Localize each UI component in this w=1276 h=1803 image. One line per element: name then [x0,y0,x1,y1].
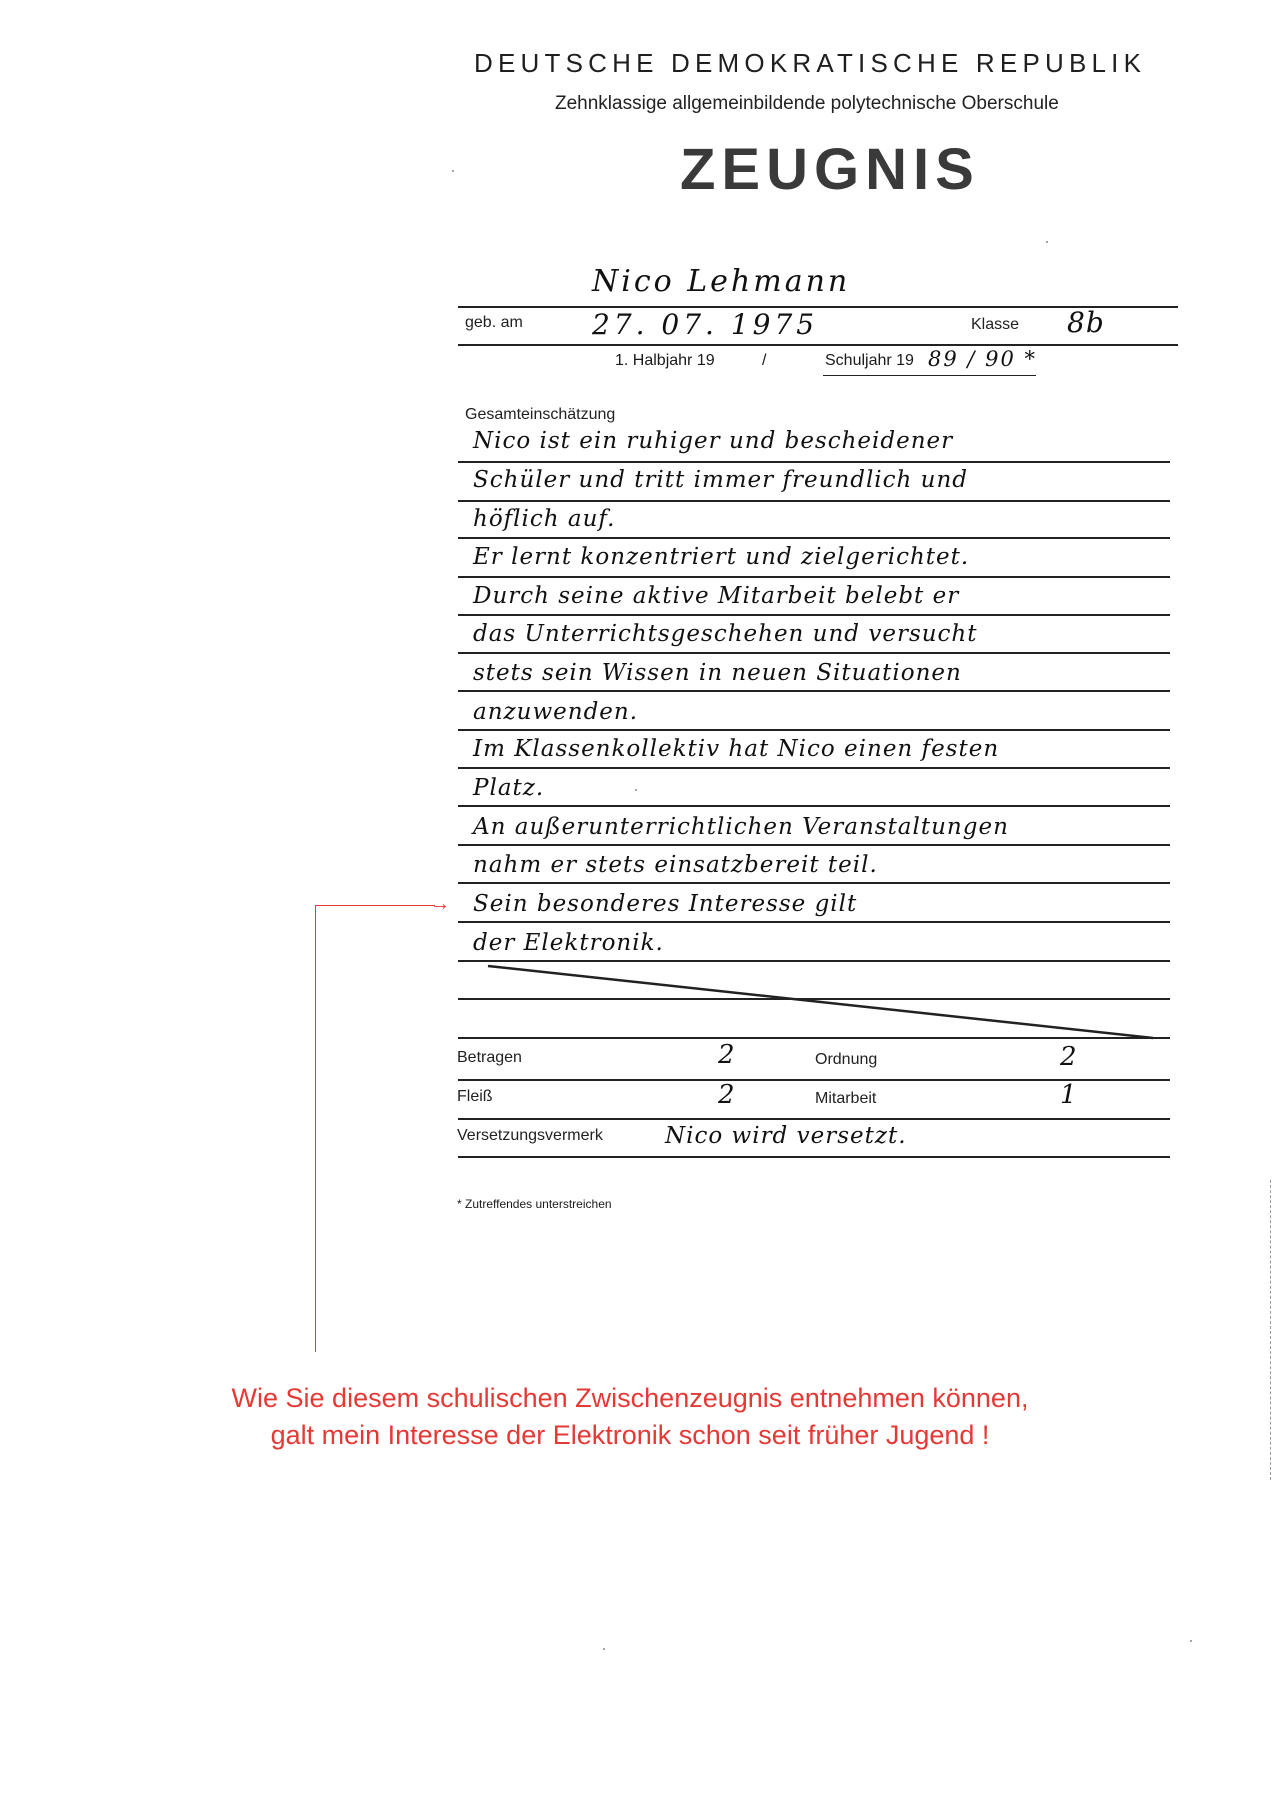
class-value: 8b [1067,306,1105,339]
assessment-rule [458,500,1170,502]
ordnung-value: 2 [1060,1042,1078,1072]
assessment-line: Im Klassenkollektiv hat Nico einen festen [473,736,1000,762]
date-of-birth: 27. 07. 1975 [592,308,819,341]
class-label: Klasse [971,316,1020,333]
assessment-line: An außerunterrichtlichen Veranstaltungen [473,814,1009,840]
betragen-value: 2 [718,1040,736,1070]
halbjahr-label: 1. Halbjahr 19 [615,352,715,369]
scan-speck [635,789,637,791]
dob-rule [458,344,1178,346]
student-name: Nico Lehmann [592,264,851,299]
assessment-rule [458,576,1170,578]
annotation-text-line: Wie Sie diesem schulischen Zwischenzeugnis entnehmen können, [231,1383,1029,1413]
scan-edge [1270,1180,1273,1480]
schuljahr-value: 89 / 90 * [928,347,1038,371]
assessment-line: Platz. [473,775,545,801]
scan-speck [452,170,454,172]
assessment-rule [458,729,1170,731]
assessment-line: anzuwenden. [473,699,639,725]
assessment-rule [458,805,1170,807]
assessment-rule [458,921,1170,923]
assessment-line: das Unterrichtsgeschehen und versucht [473,621,978,647]
assessment-line: Er lernt konzentriert und zielgerichtet. [473,544,970,570]
assessment-rule [458,882,1170,884]
assessment-rule [458,844,1170,846]
grades-rule [458,1118,1170,1120]
betragen-label: Betragen [457,1049,522,1066]
scan-speck [1190,1640,1192,1642]
assessment-line: höflich auf. [473,506,616,532]
assessment-rule [458,614,1170,616]
assessment-label: Gesamteinschätzung [465,406,616,423]
assessment-rule [458,767,1170,769]
annotation-connector-vertical [315,905,316,1352]
annotation-arrow-icon: → [430,893,450,915]
assessment-line: nahm er stets einsatzbereit teil. [473,852,878,878]
fleiss-label: Fleiß [457,1088,493,1105]
scan-speck [1046,241,1048,243]
halbjahr-slash: / [762,352,767,369]
mitarbeit-value: 1 [1060,1080,1078,1110]
assessment-line: der Elektronik. [473,930,664,956]
versetzung-value: Nico wird versetzt. [665,1123,907,1149]
annotation-text [100,1380,1160,1454]
document-title: ZEUGNIS [680,137,980,202]
ordnung-label: Ordnung [815,1051,878,1068]
assessment-rule [458,652,1170,654]
assessment-line: Durch seine aktive Mitarbeit belebt er [473,583,960,609]
assessment-line: Sein besonderes Interesse gilt [473,891,858,917]
grades-rule [458,1156,1170,1158]
dob-label: geb. am [465,314,523,331]
school-type-subheading: Zehnklassige allgemeinbildende polytechnische Oberschule [555,93,1059,114]
footnote: * Zutreffendes unterstreichen [457,1197,612,1211]
assessment-line: stets sein Wissen in neuen Situationen [473,660,962,686]
assessment-rule [458,537,1170,539]
strikeout-line [458,960,1170,1040]
fleiss-value: 2 [718,1080,736,1110]
assessment-rule [458,461,1170,463]
annotation-connector-horizontal [315,905,435,906]
assessment-rule [458,690,1170,692]
country-heading: DEUTSCHE DEMOKRATISCHE REPUBLIK [474,48,1147,78]
annotation-text-line: galt mein Interesse der Elektronik schon seit früher Jugend ! [270,1420,990,1450]
assessment-line: Nico ist ein ruhiger und bescheidener [473,428,954,454]
schuljahr-underline [823,375,1036,376]
schuljahr-label: Schuljahr 19 [825,352,914,369]
scan-speck [603,1648,605,1650]
versetzung-label: Versetzungsvermerk [457,1127,603,1144]
mitarbeit-label: Mitarbeit [815,1090,877,1107]
assessment-line: Schüler und tritt immer freundlich und [473,467,969,493]
